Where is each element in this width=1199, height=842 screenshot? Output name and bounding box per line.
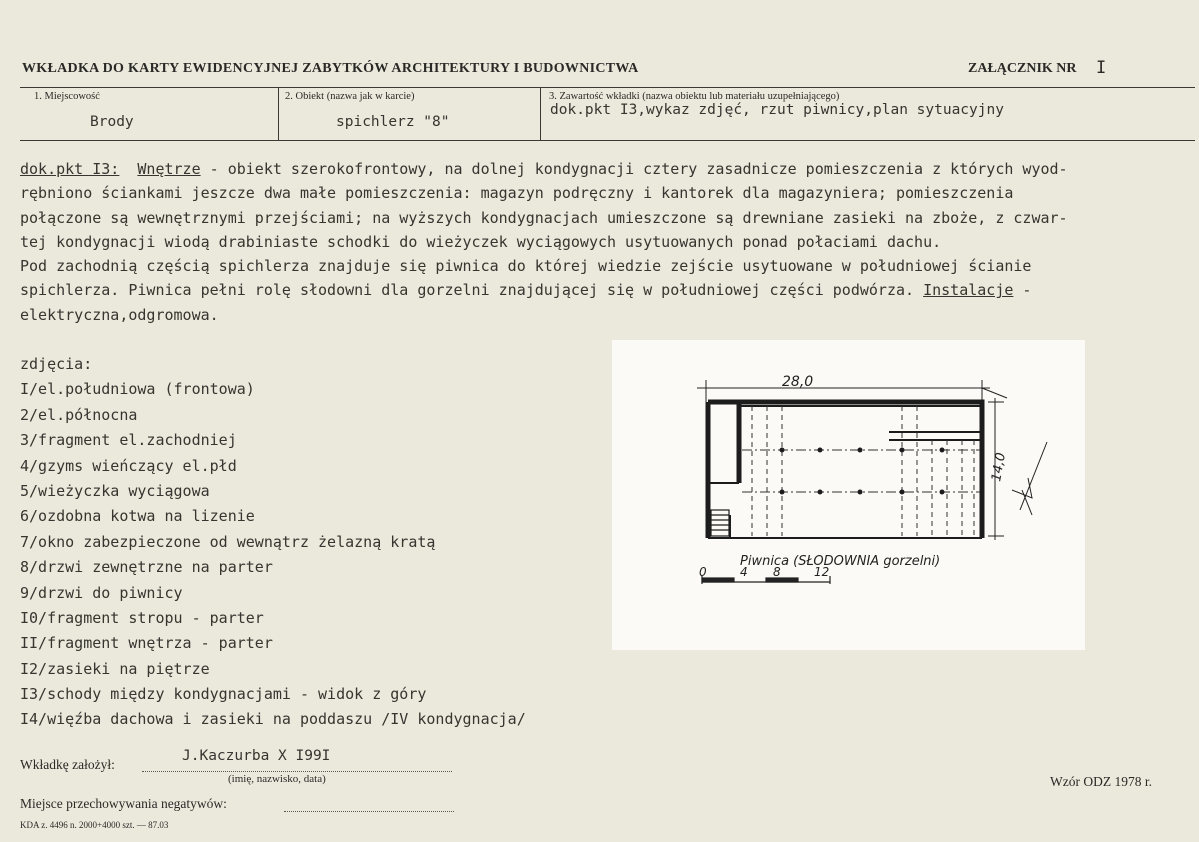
photo-item: I4/więźba dachowa i zasieki na poddaszu /IV kondygnacja/ xyxy=(20,710,526,729)
photo-item: II/fragment wnętrza - parter xyxy=(20,634,273,653)
scale-tick: 12 xyxy=(814,565,830,579)
photo-item: 9/drzwi do piwnicy xyxy=(20,583,183,602)
plan-outer-walls xyxy=(708,402,982,538)
description-text: - obiekt szerokofrontowy, na dolnej kondygnacji cztery zasadnicze pomieszczenia z których wyod- xyxy=(200,160,1068,178)
photo-item: 7/okno zabezpieczone od wewnątrz żelazną kratą xyxy=(20,532,436,551)
photo-item: I/el.południowa (frontowa) xyxy=(20,380,255,399)
description-line-5: Pod zachodnią częścią spichlerza znajduje się piwnica do której wiedzie zejście usytuowane w południowej ścianie xyxy=(20,257,1032,276)
description-line-4: tej kondygnacji wiodą drabiniaste schodki do wieżyczek wyciągowych usytuowanych ponad połaciami dachu. xyxy=(20,232,942,251)
storage-dotted-line xyxy=(284,810,454,812)
scale-bar xyxy=(702,576,830,584)
cellar-plan-drawing xyxy=(612,340,1085,650)
photo-item: I2/zasieki na piętrze xyxy=(20,659,210,678)
photo-item: I0/fragment stropu - parter xyxy=(20,608,264,627)
description-line-7: elektryczna,odgromowa. xyxy=(20,305,219,324)
plan-axes xyxy=(742,450,980,492)
description-text: spichlerza. Piwnica pełni rolę słodowni dla gorzelni znajdującej się w południowej części podwórza. xyxy=(20,281,924,300)
founder-value: J.Kaczurba X I99I xyxy=(182,748,331,764)
print-info: KDA z. 4496 n. 2000+4000 szt. — 87.03 xyxy=(20,820,169,830)
description-line-6 xyxy=(20,278,1190,302)
content-value: dok.pkt I3,wykaz zdjęć, rzut piwnicy,plan sytuacyjny xyxy=(550,102,1004,118)
scale-tick: 0 xyxy=(699,565,707,579)
object-label: 2. Obiekt (nazwa jak w karcie) xyxy=(285,91,415,102)
description-block xyxy=(20,157,1190,327)
photo-list-heading: zdjęcia: xyxy=(20,355,93,373)
photo-item: 5/wieżyczka wyciągowa xyxy=(20,481,210,500)
content-label: 3. Zawartość wkładki (nazwa obiektu lub materiału uzupełniającego) xyxy=(549,91,840,102)
photo-item: 6/ozdobna kotwa na lizenie xyxy=(20,507,255,526)
depth-dimension-label: 14,0 xyxy=(989,451,1009,483)
object-value: spichlerz "8" xyxy=(336,114,450,130)
north-arrow-icon xyxy=(1012,442,1047,515)
plan-inner-walls xyxy=(708,406,982,538)
cellar-plan-card xyxy=(612,340,1085,650)
plan-columns xyxy=(780,448,945,495)
interior-heading: Wnętrze xyxy=(137,160,201,178)
description-text: - xyxy=(1013,281,1032,300)
description-line-2: rębniono ściankami jeszcze dwa małe pomieszczenia: magazyn podręczny i kantorek dla magazyniera; pomieszczenia xyxy=(20,184,1014,203)
locality-value: Brody xyxy=(90,114,134,130)
photo-item: 4/gzyms wieńczący el.płd xyxy=(20,456,237,475)
description-line-3: połączone są wewnętrznymi przejściami; na wyższych kondygnacjach umieszczone są drewniane zasieki na zboże, z czwar- xyxy=(20,208,1068,227)
header-rule-top xyxy=(20,87,1195,88)
attachment-label: ZAŁĄCZNIK NR xyxy=(968,61,1077,76)
document-ref: dok.pkt I3: xyxy=(20,160,120,178)
photo-list xyxy=(20,352,526,733)
scale-tick: 8 xyxy=(773,565,781,579)
plan-grid xyxy=(752,406,974,536)
scale-tick: 4 xyxy=(740,565,748,579)
width-dimension-label: 28,0 xyxy=(782,374,814,390)
field-divider-1 xyxy=(278,87,279,140)
field-divider-2 xyxy=(540,87,541,140)
photo-item: 3/fragment el.zachodniej xyxy=(20,431,237,450)
description-line-1 xyxy=(20,157,1190,181)
attachment-number: I xyxy=(1096,58,1107,78)
locality-label: 1. Miejscowość xyxy=(34,91,100,102)
form-reference: Wzór ODZ 1978 r. xyxy=(1050,774,1152,789)
founder-label: Wkładkę założył: xyxy=(20,757,115,772)
photo-item: I3/schody między kondygnacjami - widok z góry xyxy=(20,685,427,704)
storage-label: Miejsce przechowywania negatywów: xyxy=(20,796,227,811)
cellar-stairs-icon xyxy=(711,510,729,536)
header-rule-bottom xyxy=(20,140,1195,141)
form-title: WKŁADKA DO KARTY EWIDENCYJNEJ ZABYTKÓW ARCHITEKTURY I BUDOWNICTWA xyxy=(22,61,639,76)
plan-caption: Piwnica (SŁODOWNIA gorzelni) xyxy=(740,554,941,569)
founder-dotted-line xyxy=(142,770,452,772)
founder-hint: (imię, nazwisko, data) xyxy=(228,773,326,785)
width-dimension xyxy=(697,380,1007,402)
photo-item: 2/el.północna xyxy=(20,405,138,424)
photo-item: 8/drzwi zewnętrzne na parter xyxy=(20,558,273,577)
installations-heading: Instalacje xyxy=(923,281,1014,300)
